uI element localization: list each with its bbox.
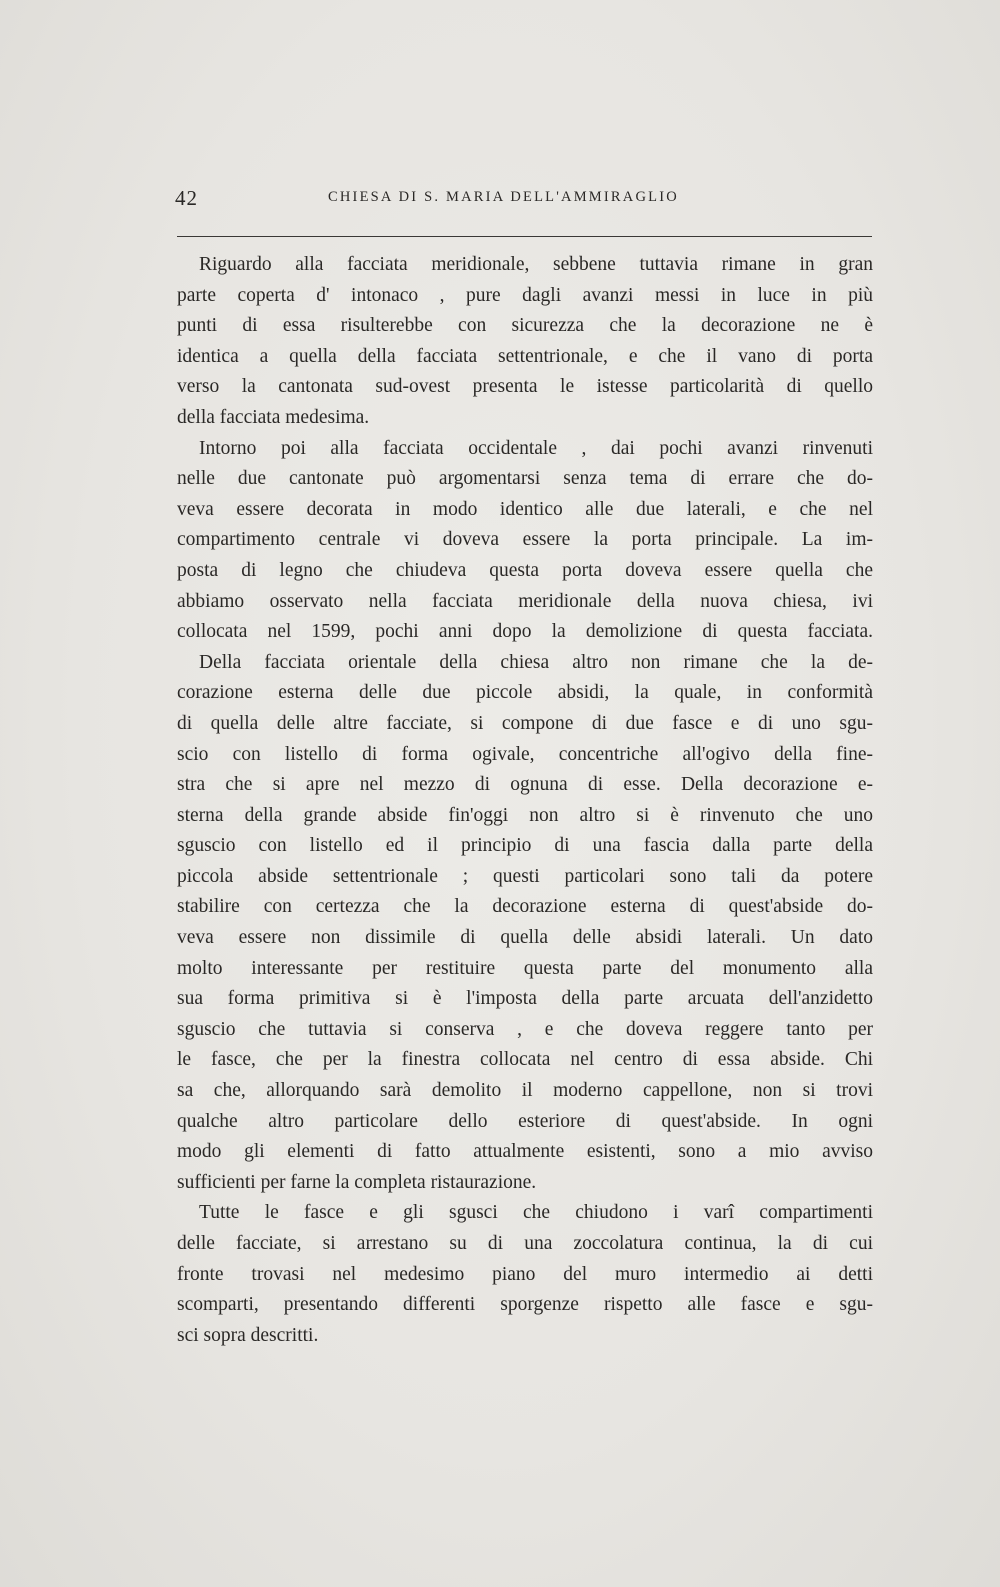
- text-line: qualche altro particolare dello esteriore di quest'abside. In ogni: [177, 1110, 873, 1132]
- running-title: CHIESA DI S. MARIA DELL'AMMIRAGLIO: [328, 189, 679, 205]
- text-line: della facciata medesima.: [177, 406, 370, 428]
- text-line: piccola abside settentrionale ; questi particolari sono tali da potere: [177, 865, 873, 887]
- body-text: [177, 250, 873, 1351]
- text-line: stabilire con certezza che la decorazione esterna di quest'abside do-: [177, 896, 873, 918]
- text-line: delle facciate, si arrestano su di una zoccolatura continua, la di cui: [177, 1233, 873, 1254]
- text-line: sufficienti per farne la completa ristaurazione.: [177, 1171, 537, 1193]
- text-line: veva essere non dissimile di quella delle absidi laterali. Un dato: [177, 927, 873, 949]
- text-line: sci sopra descritti.: [177, 1324, 319, 1346]
- text-line: le fasce, che per la finestra collocata nel centro di essa abside. Chi: [177, 1049, 873, 1071]
- text-line: di quella delle altre facciate, si compone di due fasce e di uno sgu-: [177, 712, 873, 734]
- text-line: abbiamo osservato nella facciata meridionale della nuova chiesa, ivi: [177, 590, 873, 612]
- text-line: parte coperta d' intonaco , pure dagli avanzi messi in luce in più: [177, 284, 873, 306]
- text-line: sa che, allorquando sarà demolito il moderno cappellone, non si trovi: [177, 1080, 873, 1102]
- text-line: scomparti, presentando differenti sporgenze rispetto alle fasce e sgu-: [177, 1294, 873, 1316]
- text-line: Tutte le fasce e gli sgusci che chiudono i varî compartimenti: [199, 1202, 873, 1224]
- text-line: Riguardo alla facciata meridionale, sebbene tuttavia rimane in gran: [199, 254, 873, 275]
- text-line: sterna della grande abside fin'oggi non altro si è rinvenuto che uno: [177, 804, 873, 826]
- text-line: fronte trovasi nel medesimo piano del muro intermedio ai detti: [177, 1263, 873, 1285]
- text-line: Intorno poi alla facciata occidentale , dai pochi avanzi rinvenuti: [199, 437, 873, 459]
- text-line: identica a quella della facciata settentrionale, e che il vano di porta: [177, 345, 873, 367]
- text-line: collocata nel 1599, pochi anni dopo la demolizione di questa facciata.: [177, 621, 873, 643]
- header-rule: [177, 236, 872, 237]
- text-line: compartimento centrale vi doveva essere la porta principale. La im-: [177, 529, 873, 551]
- page-number: 42: [175, 186, 198, 210]
- page-header: [175, 186, 875, 216]
- text-line: Della facciata orientale della chiesa altro non rimane che la de-: [199, 651, 873, 673]
- text-line: verso la cantonata sud-ovest presenta le istesse particolarità di quello: [177, 376, 873, 398]
- text-line: veva essere decorata in modo identico alle due laterali, e che nel: [177, 498, 873, 520]
- text-line: sua forma primitiva si è l'imposta della parte arcuata dell'anzidetto: [177, 988, 873, 1010]
- text-line: nelle due cantonate può argomentarsi senza tema di errare che do-: [177, 468, 873, 490]
- text-line: corazione esterna delle due piccole absidi, la quale, in conformità: [177, 682, 873, 704]
- text-line: sguscio con listello ed il principio di una fascia dalla parte della: [177, 835, 873, 857]
- text-line: scio con listello di forma ogivale, concentriche all'ogivo della fine-: [177, 743, 873, 765]
- text-line: posta di legno che chiudeva questa porta doveva essere quella che: [177, 559, 873, 581]
- text-line: molto interessante per restituire questa parte del monumento alla: [177, 957, 873, 979]
- text-line: modo gli elementi di fatto attualmente esistenti, sono a mio avviso: [177, 1141, 873, 1163]
- text-line: sguscio che tuttavia si conserva , e che doveva reggere tanto per: [177, 1018, 873, 1040]
- text-line: punti di essa risulterebbe con sicurezza che la decorazione ne è: [177, 315, 873, 337]
- text-line: stra che si apre nel mezzo di ognuna di esse. Della decorazione e-: [177, 774, 873, 796]
